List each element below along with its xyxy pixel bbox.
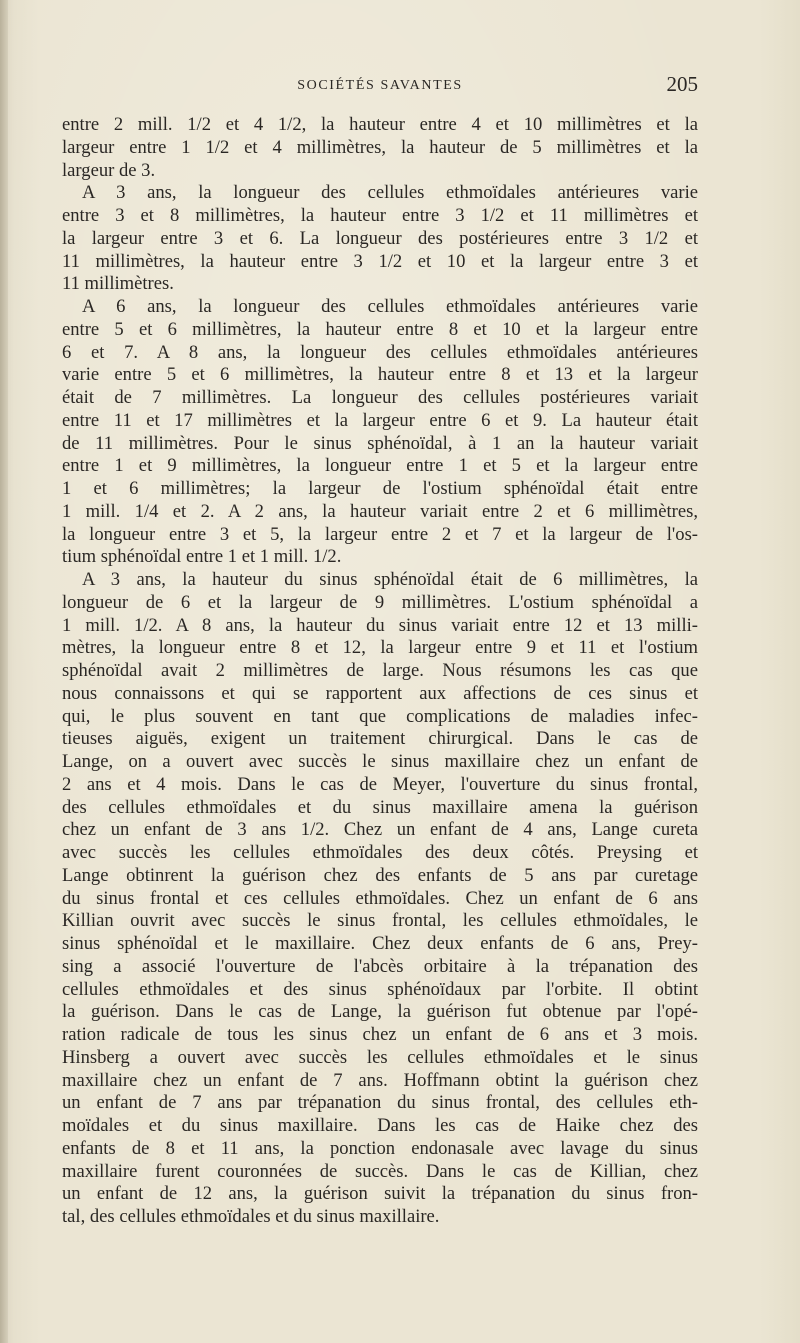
text-line: nous connaissons et qui se rapportent aux affections de ces sinus et xyxy=(62,682,698,704)
text-line: largeur entre 1 1/2 et 4 millimètres, la hauteur de 5 millimètres et la xyxy=(62,136,698,158)
text-line: A 3 ans, la hauteur du sinus sphénoïdal était de 6 millimètres, la xyxy=(82,569,698,590)
text-line: 11 millimètres. xyxy=(62,273,174,295)
running-title: SOCIÉTÉS SAVANTES xyxy=(297,78,463,93)
text-line: largeur de 3. xyxy=(62,159,156,181)
text-line: 1 mill. 1/4 et 2. A 2 ans, la hauteur variait entre 2 et 6 millimètres, xyxy=(62,500,698,522)
text-line: longueur de 6 et la largeur de 9 millimètres. L'ostium sphénoïdal a xyxy=(62,591,698,613)
text-line: 2 ans et 4 mois. Dans le cas de Meyer, l'ouverture du sinus frontal, xyxy=(62,773,698,795)
text-line: Hinsberg a ouvert avec succès les cellules ethmoïdales et le sinus xyxy=(62,1046,698,1068)
text-line: Lange obtinrent la guérison chez des enfants de 5 ans par curetage xyxy=(62,864,698,886)
text-line: maxillaire chez un enfant de 7 ans. Hoffmann obtint la guérison chez xyxy=(62,1069,698,1091)
page-binding-edge xyxy=(0,0,8,1343)
text-line: était de 7 millimètres. La longueur des cellules postérieures variait xyxy=(62,387,698,408)
text-line: la largeur entre 3 et 6. La longueur des postérieures entre 3 1/2 et xyxy=(62,227,698,249)
text-line: cellules ethmoïdales et des sinus sphénoïdaux par l'orbite. Il obtint xyxy=(62,978,698,1000)
text-line: maxillaire furent couronnées de succès. Dans le cas de Killian, chez xyxy=(62,1160,698,1182)
text-line: tieuses aiguës, exigent un traitement chirurgical. Dans le cas de xyxy=(62,728,698,750)
text-line: sinus sphénoïdal et le maxillaire. Chez deux enfants de 6 ans, Prey- xyxy=(62,933,698,954)
text-line: tal, des cellules ethmoïdales et du sinus maxillaire. xyxy=(62,1206,440,1227)
text-line: chez un enfant de 3 ans 1/2. Chez un enfant de 4 ans, Lange cureta xyxy=(62,819,698,841)
text-line: 6 et 7. A 8 ans, la longueur des cellules ethmoïdales antérieures xyxy=(62,341,698,363)
text-line: A 6 ans, la longueur des cellules ethmoïdales antérieures varie xyxy=(82,296,698,317)
text-line: entre 11 et 17 millimètres et la largeur entre 6 et 9. La hauteur était xyxy=(62,409,698,431)
body-text xyxy=(62,114,698,1229)
text-line: la longueur entre 3 et 5, la largeur entre 2 et 7 et la largeur de l'os- xyxy=(62,523,698,545)
text-line: la guérison. Dans le cas de Lange, la guérison fut obtenue par l'opé- xyxy=(62,1001,698,1023)
text-line: de 11 millimètres. Pour le sinus sphénoïdal, à 1 an la hauteur variait xyxy=(62,432,698,454)
text-line: du sinus frontal et ces cellules ethmoïdales. Chez un enfant de 6 ans xyxy=(62,887,698,909)
text-line: entre 2 mill. 1/2 et 4 1/2, la hauteur entre 4 et 10 millimètres et la xyxy=(62,114,698,135)
text-line: qui, le plus souvent en tant que complications de maladies infec- xyxy=(62,705,698,727)
text-line: ration radicale de tous les sinus chez un enfant de 6 ans et 3 mois. xyxy=(62,1024,698,1045)
running-head xyxy=(62,72,698,100)
text-line: sing a associé l'ouverture de l'abcès orbitaire à la trépanation des xyxy=(62,955,698,977)
text-line: entre 3 et 8 millimètres, la hauteur entre 3 1/2 et 11 millimètres et xyxy=(62,205,698,226)
text-line: 1 mill. 1/2. A 8 ans, la hauteur du sinus variait entre 12 et 13 milli- xyxy=(62,614,698,636)
text-line: 1 et 6 millimètres; la largeur de l'ostium sphénoïdal était entre xyxy=(62,478,698,499)
text-line: tium sphénoïdal entre 1 et 1 mill. 1/2. xyxy=(62,546,342,568)
text-line: avec succès les cellules ethmoïdales des deux côtés. Preysing et xyxy=(62,842,698,863)
page-number: 205 xyxy=(666,72,698,96)
text-line: enfants de 8 et 11 ans, la ponction endonasale avec lavage du sinus xyxy=(62,1137,698,1159)
text-line: sphénoïdal avait 2 millimètres de large. Nous résumons les cas que xyxy=(62,660,698,681)
text-line: mètres, la longueur entre 8 et 12, la largeur entre 9 et 11 et l'ostium xyxy=(62,637,698,659)
text-line: 11 millimètres, la hauteur entre 3 1/2 et 10 et la largeur entre 3 et xyxy=(62,250,698,272)
text-line: moïdales et du sinus maxillaire. Dans les cas de Haike chez des xyxy=(62,1115,698,1136)
text-line: entre 1 et 9 millimètres, la longueur entre 1 et 5 et la largeur entre xyxy=(62,455,698,477)
text-line: Lange, on a ouvert avec succès le sinus maxillaire chez un enfant de xyxy=(62,751,698,772)
text-line: A 3 ans, la longueur des cellules ethmoïdales antérieures varie xyxy=(82,182,698,204)
text-line: entre 5 et 6 millimètres, la hauteur entre 8 et 10 et la largeur entre xyxy=(62,318,698,340)
text-line: un enfant de 12 ans, la guérison suivit la trépanation du sinus fron- xyxy=(62,1183,698,1205)
text-line: des cellules ethmoïdales et du sinus maxillaire amena la guérison xyxy=(62,796,698,818)
text-line: Killian ouvrit avec succès le sinus frontal, les cellules ethmoïdales, le xyxy=(62,910,698,932)
text-line: varie entre 5 et 6 millimètres, la hauteur entre 8 et 13 et la largeur xyxy=(62,364,698,386)
text-line: un enfant de 7 ans par trépanation du sinus frontal, des cellules eth- xyxy=(62,1092,698,1114)
